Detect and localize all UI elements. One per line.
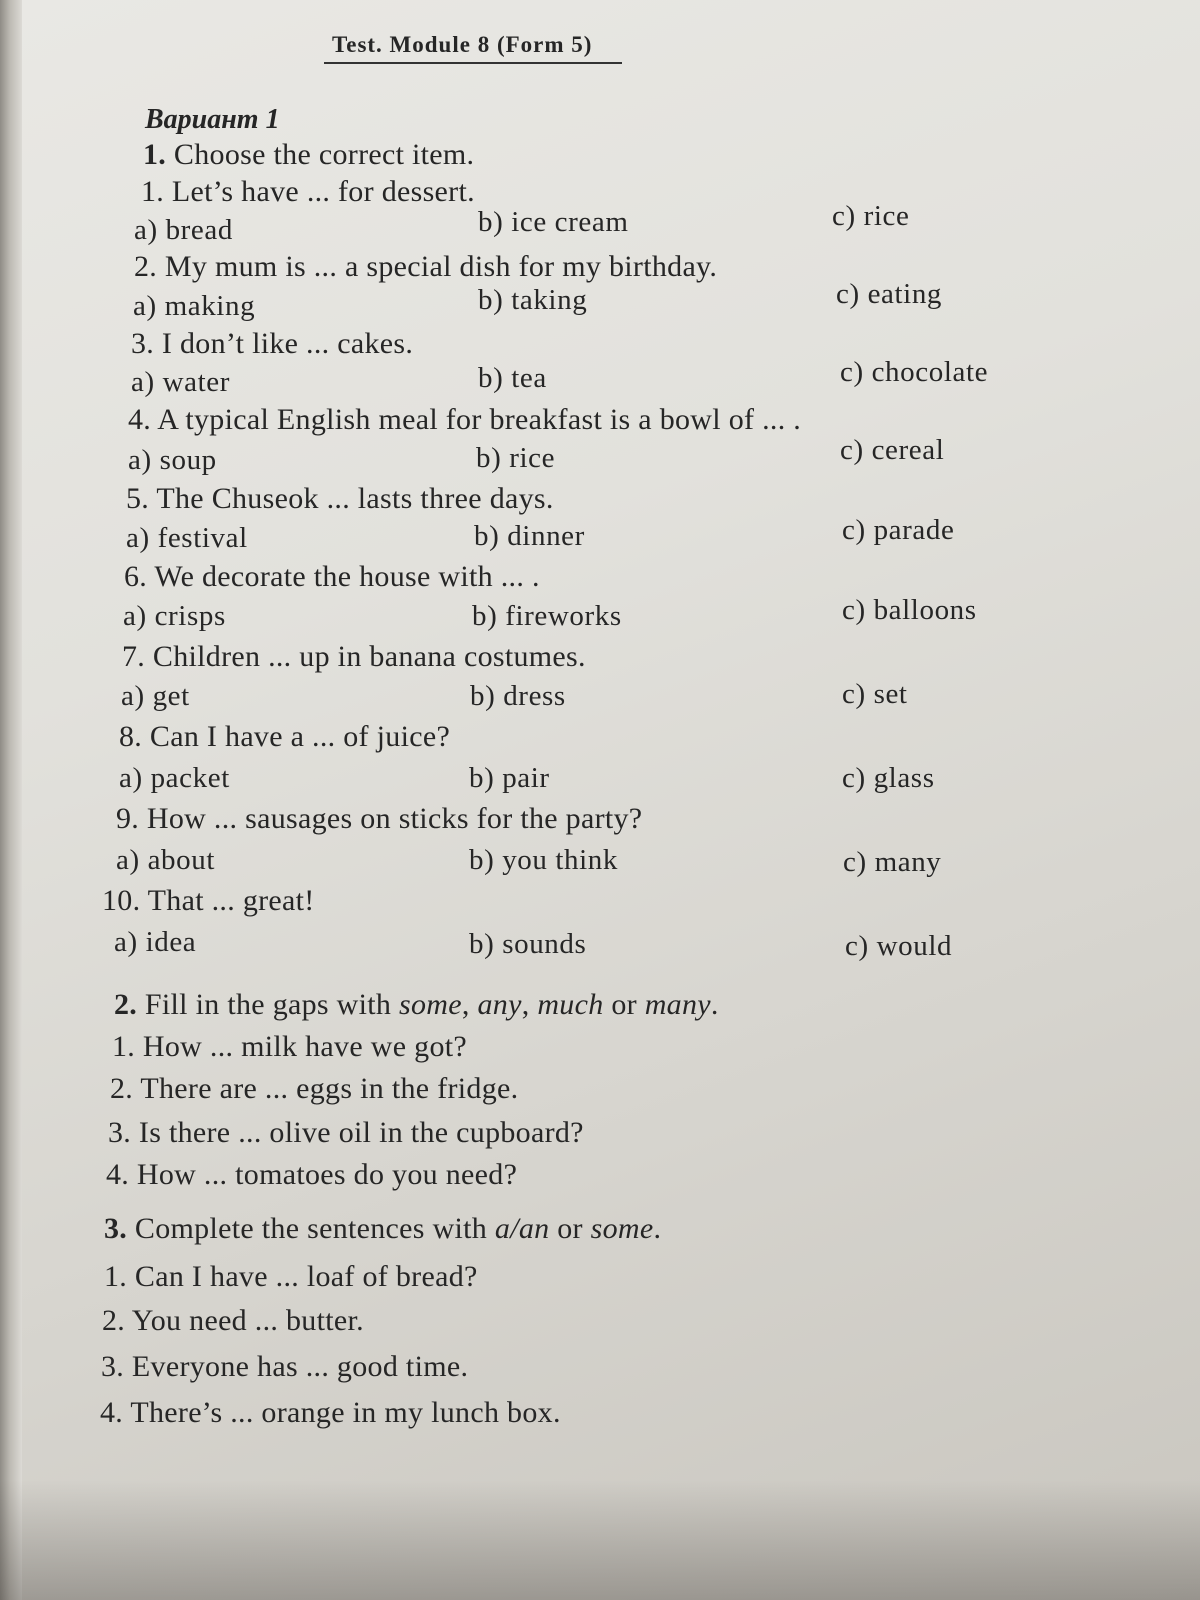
- q9-option-a: a) about: [116, 844, 216, 876]
- task3-number: 3.: [104, 1212, 128, 1245]
- question-10: 10. That ... great!: [102, 884, 315, 917]
- q10-option-c: c) would: [845, 930, 953, 962]
- question-4: 4. A typical English meal for breakfast is a bowl of ... .: [128, 403, 802, 436]
- question-1: 1. Let’s have ... for dessert.: [141, 175, 475, 208]
- q6-option-a: a) crisps: [123, 600, 226, 632]
- task2-word-some: some: [399, 988, 462, 1021]
- task3-item-2: 2. You need ... butter.: [102, 1304, 364, 1337]
- q2-option-b: b) taking: [478, 284, 588, 316]
- q5-option-a: a) festival: [126, 522, 248, 554]
- q10-option-b: b) sounds: [469, 928, 587, 960]
- task3-instruction-start: Complete the sentences with: [134, 1212, 495, 1245]
- task1-heading: [143, 138, 474, 172]
- task3-word-some: some: [590, 1212, 654, 1245]
- q10-option-a: a) idea: [114, 926, 197, 958]
- q3-option-a: a) water: [131, 366, 230, 398]
- q1-option-c: c) rice: [832, 200, 910, 232]
- task2-word-any: any: [477, 988, 522, 1021]
- task1-number: 1.: [143, 138, 167, 171]
- q8-option-a: a) packet: [119, 762, 230, 794]
- q9-option-c: c) many: [843, 846, 942, 878]
- task3-heading: [104, 1212, 661, 1246]
- q6-option-b: b) fireworks: [472, 600, 622, 632]
- task1-instruction: Choose the correct item.: [173, 138, 475, 171]
- q3-option-b: b) tea: [478, 362, 547, 394]
- q7-option-a: a) get: [121, 680, 190, 712]
- task2-item-4: 4. How ... tomatoes do you need?: [106, 1158, 518, 1191]
- q2-option-c: c) eating: [836, 278, 943, 310]
- q3-option-c: c) chocolate: [840, 356, 989, 388]
- q2-option-a: a) making: [133, 290, 256, 322]
- variant-heading: Вариант 1: [145, 104, 280, 135]
- task3-item-3: 3. Everyone has ... good time.: [101, 1350, 469, 1383]
- task3-item-1: 1. Can I have ... loaf of bread?: [104, 1260, 478, 1293]
- q4-option-a: a) soup: [128, 444, 217, 476]
- task2-item-3: 3. Is there ... olive oil in the cupboard?: [108, 1116, 584, 1149]
- question-7: 7. Children ... up in banana costumes.: [122, 640, 586, 673]
- q7-option-b: b) dress: [470, 680, 566, 712]
- task2-word-many: many: [644, 988, 711, 1021]
- task3-word-a-an: a/an: [494, 1212, 550, 1245]
- task2-sep-3: or: [603, 988, 645, 1021]
- question-8: 8. Can I have a ... of juice?: [119, 720, 451, 753]
- task2-instruction-start: Fill in the gaps with: [144, 988, 400, 1021]
- question-2: 2. My mum is ... a special dish for my birthday.: [134, 250, 718, 283]
- question-6: 6. We decorate the house with ... .: [124, 560, 540, 593]
- q1-option-b: b) ice cream: [478, 206, 629, 238]
- q5-option-b: b) dinner: [474, 520, 585, 552]
- q4-option-c: c) cereal: [840, 434, 945, 466]
- question-5: 5. The Chuseok ... lasts three days.: [126, 482, 554, 515]
- task2-word-much: much: [537, 988, 604, 1021]
- task2-number: 2.: [114, 988, 138, 1021]
- q4-option-b: b) rice: [476, 442, 556, 474]
- q7-option-c: c) set: [842, 678, 908, 710]
- task3-item-4: 4. There’s ... orange in my lunch box.: [100, 1396, 561, 1429]
- page-title: Test. Module 8 (Form 5): [332, 32, 593, 57]
- question-3: 3. I don’t like ... cakes.: [131, 327, 414, 360]
- task3-sep-1: or: [549, 1212, 591, 1245]
- task2-heading: [114, 988, 719, 1022]
- title-underline: [324, 62, 622, 64]
- q8-option-c: c) glass: [842, 762, 935, 794]
- q9-option-b: b) you think: [469, 844, 618, 876]
- question-9: 9. How ... sausages on sticks for the party?: [116, 802, 643, 835]
- task2-item-1: 1. How ... milk have we got?: [112, 1030, 467, 1063]
- q1-option-a: a) bread: [134, 214, 233, 246]
- q5-option-c: c) parade: [842, 514, 955, 546]
- q6-option-c: c) balloons: [842, 594, 977, 626]
- task2-sep-1: ,: [461, 988, 478, 1021]
- task2-item-2: 2. There are ... eggs in the fridge.: [110, 1072, 519, 1105]
- q8-option-b: b) pair: [469, 762, 550, 794]
- task2-end: .: [710, 988, 719, 1021]
- task2-sep-2: ,: [521, 988, 538, 1021]
- task3-end: .: [653, 1212, 662, 1245]
